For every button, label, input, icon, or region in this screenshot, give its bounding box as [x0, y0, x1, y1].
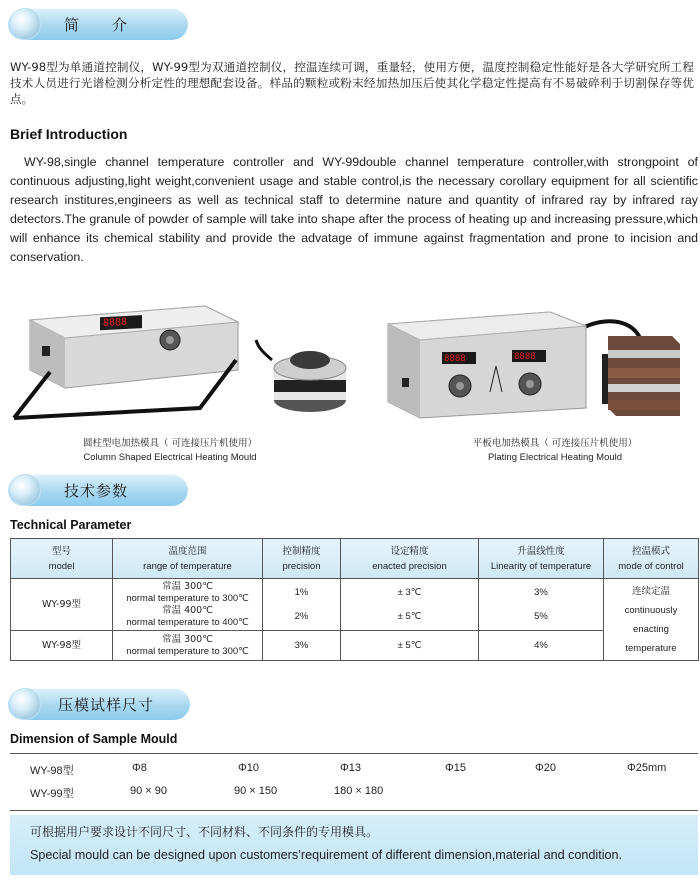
header-range: 温度范围 range of temperature: [113, 539, 263, 579]
wy98-linearity-cell: 4%: [479, 631, 604, 661]
wy99-enacted-cell: ± 3℃ ± 5℃: [341, 579, 479, 631]
section-title-mould: 压模试样尺寸: [58, 696, 155, 714]
plate-mould-caption: [455, 437, 655, 465]
wy98-model-cell: WY-98型: [11, 631, 113, 661]
wy99-range-cell: 常温 300℃ normal temperature to 300℃ 常温 400℃ normal temperature to 400℃: [113, 579, 263, 631]
bullet-ball-icon: [10, 475, 40, 505]
brief-introduction-heading: Brief Introduction: [10, 126, 128, 142]
header-enacted-precision: 设定精度 enacted precision: [341, 539, 479, 579]
dim-value: Φ15: [445, 762, 467, 774]
plate-heating-mould-photo: [380, 296, 690, 432]
right-led-display-2: 8888: [514, 352, 536, 362]
dim-value: 90 × 90: [130, 785, 168, 797]
column-mould-caption-cn: 圆柱型电加热模具（ 可连接压片机使用）: [82, 438, 258, 449]
dim-value: Φ8: [132, 762, 147, 774]
header-linearity: 升温线性度 Linearity of temperature: [479, 539, 604, 579]
wy98-enacted-cell: ± 5℃: [341, 631, 479, 661]
section-header-params: [8, 474, 188, 506]
table-header-row: [11, 539, 699, 579]
column-mould-caption: [70, 437, 270, 465]
section-title-intro: 简 介: [64, 16, 129, 34]
dim-value: 90 × 150: [234, 785, 278, 797]
dim-value: Φ13: [340, 762, 362, 774]
dim-value: Φ25mm: [627, 762, 667, 774]
bullet-ball-icon: [10, 9, 40, 39]
wy99-linearity-cell: 3% 5%: [479, 579, 604, 631]
left-led-display: 8888: [103, 316, 128, 330]
dimension-table: [10, 753, 698, 811]
technical-parameter-heading: Technical Parameter: [10, 518, 132, 532]
section-header-intro: [8, 8, 188, 40]
intro-chinese-text: WY-98型为单通道控制仪，WY-99型为双通道控制仪，控温连续可调，重量轻，使用方便，温度控制稳定性能好是各大学研究所工程技术人员进行光谱检测分析定性的理想配套设备。样品的颗粒或粉末经加热加压后使其化学稳定性提高有不易破碎利于切割保存等优点。: [10, 60, 694, 106]
table-row: [10, 785, 698, 807]
wy98-dim-label: WY-98型: [30, 765, 74, 777]
bullet-ball-icon: [10, 689, 40, 719]
section-header-mould: [8, 688, 190, 720]
header-model: 型号 model: [11, 539, 113, 579]
dim-value: Φ20: [535, 762, 557, 774]
custom-mould-note-en: Special mould can be designed upon customers’requirement of different dimension,material and condition.: [30, 848, 623, 862]
column-mould-caption-en: Column Shaped Electrical Heating Mould: [83, 452, 257, 463]
plate-mould-caption-cn: 平板电加热模具（ 可连接压片机使用）: [472, 438, 638, 449]
wy99-dim-label: WY-99型: [30, 788, 74, 800]
header-precision: 控制精度 precision: [263, 539, 341, 579]
wy99-precision-cell: 1% 2%: [263, 579, 341, 631]
dimension-heading: Dimension of Sample Mould: [10, 732, 178, 746]
table-row: [11, 631, 699, 661]
mode-of-control-cell: 连续定温 continuously enacting temperature: [604, 579, 699, 661]
plate-mould-caption-en: Plating Electrical Heating Mould: [487, 452, 623, 463]
custom-mould-note-cn: 可根据用户要求设计不同尺寸、不同材料、不同条件的专用模具。: [30, 825, 379, 839]
header-mode: 控温模式 mode of control: [604, 539, 699, 579]
dim-value: Φ10: [238, 762, 260, 774]
right-led-display-1: 8888: [444, 354, 466, 364]
technical-parameter-table: [10, 538, 699, 661]
section-title-params: 技术参数: [64, 482, 129, 500]
table-row: [11, 579, 699, 631]
dim-value: 180 × 180: [334, 785, 384, 797]
wy98-precision-cell: 3%: [263, 631, 341, 661]
column-heating-mould-photo: [10, 300, 360, 430]
custom-mould-note: [10, 815, 698, 875]
table-row: [10, 762, 698, 784]
wy99-model-cell: WY-99型: [11, 579, 113, 631]
wy98-range-cell: 常温 300℃ normal temperature to 300℃: [113, 631, 263, 661]
intro-english-text: WY-98,single channel temperature controller and WY-99double channel temperature controller,with strongpoint of continuous adjusting,light weight,convenient usage and stable control,is the necessary corollary equipment for all scientific research institures,engineers as well as technical staff to determine nature and quantity of infrared ray by infrared ray detectors.The granule of powder of sample will take into shape after the process of heating up and increasing pressure,which will enhance its chemical stability and provide the advatage of immune against fragmentation and prone to incision and conservation.: [10, 155, 698, 264]
